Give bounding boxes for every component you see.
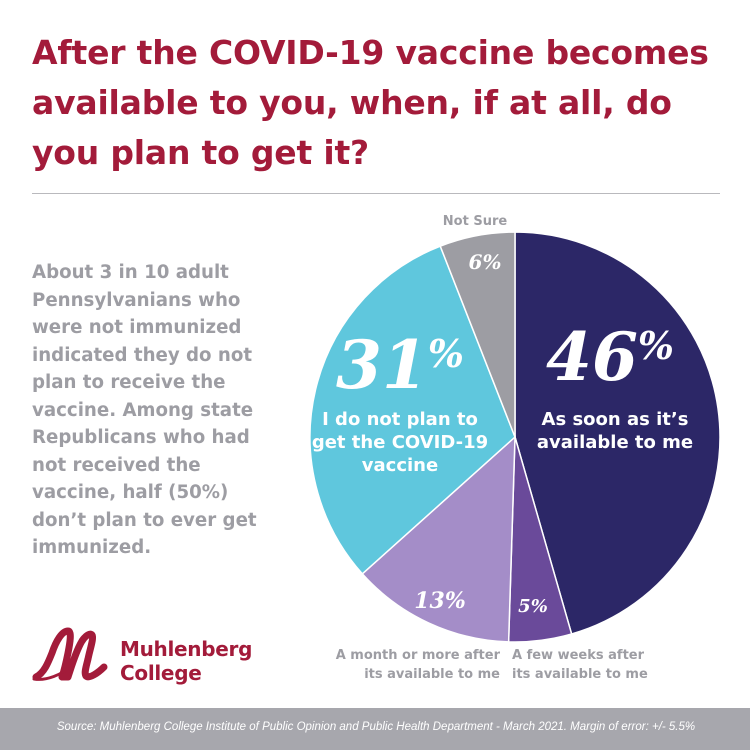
source-text: Source: Muhlenberg College Institute of Public Opinion and Public Health Department - March 2021. Margin of error: +/- 5.5% [56,721,696,733]
summary-text: About 3 in 10 adult Pennsylvanians who were not immunized indicated they do not plan to receive the vaccine. Among state Republicans who had not received the vaccine, half (50%) don’t plan to ever get immunized. [32,262,257,558]
title-divider [32,193,720,194]
muhlenberg-m-logo-icon [32,625,112,683]
logo-wordmark: Muhlenberg College [120,637,253,685]
slice-not-plan-label: I do not plan to get the COVID-19 vaccine [311,409,489,476]
slice-few-weeks-value: 5% [518,596,548,617]
muhlenberg-logo [32,625,262,685]
source-footer [0,708,750,750]
chart-title: After the COVID-19 vaccine becomes available to you, when, if at all, do you plan to get it? [32,33,709,172]
slice-month-value: 13% [414,588,466,614]
slice-not-sure-label: Not Sure [442,214,508,229]
slice-as-soon-label: As soon as it’s available to me [536,409,694,453]
slice-few-weeks-label: A few weeks after its available to me [512,648,648,682]
slice-as-soon-value: 46% [546,318,674,396]
slice-not-plan-value: 31% [336,326,464,404]
slice-month-label: A month or more after its available to me [335,648,500,682]
slice-not-sure-value: 6% [468,250,502,274]
